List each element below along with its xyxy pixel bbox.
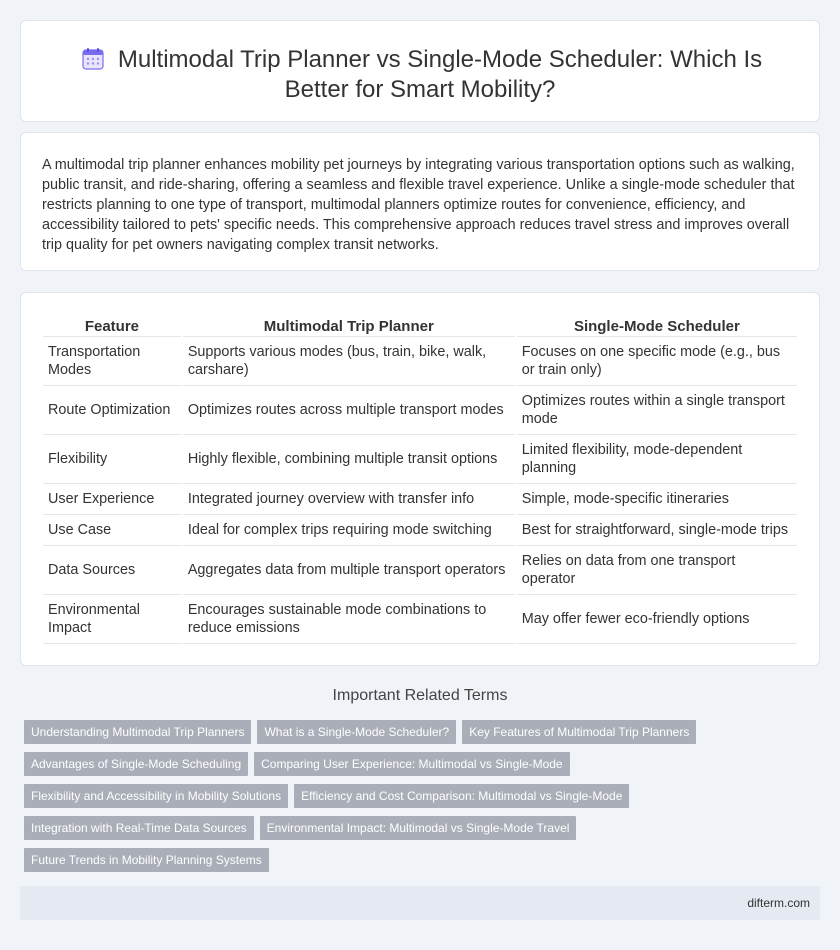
related-term-tag[interactable]: Efficiency and Cost Comparison: Multimodal vs Single-Mode	[294, 784, 629, 808]
cell-feature: Route Optimization	[43, 386, 181, 435]
cell-multimodal: Encourages sustainable mode combinations to reduce emissions	[183, 595, 515, 644]
cell-single-mode: Simple, mode-specific itineraries	[517, 484, 797, 515]
related-term-tag[interactable]: Future Trends in Mobility Planning Systems	[24, 848, 269, 872]
cell-single-mode: Focuses on one specific mode (e.g., bus or train only)	[517, 337, 797, 386]
related-terms-list	[24, 720, 804, 880]
footer-site-link[interactable]: difterm.com	[747, 896, 810, 910]
related-term-tag[interactable]: Understanding Multimodal Trip Planners	[24, 720, 251, 744]
cell-single-mode: Optimizes routes within a single transport mode	[517, 386, 797, 435]
related-term-tag[interactable]: What is a Single-Mode Scheduler?	[257, 720, 456, 744]
cell-single-mode: Best for straightforward, single-mode trips	[517, 515, 797, 546]
table-row	[43, 484, 797, 515]
cell-multimodal: Optimizes routes across multiple transport modes	[183, 386, 515, 435]
page-title	[21, 45, 819, 105]
title-card	[20, 20, 820, 122]
comparison-table	[41, 315, 799, 644]
comparison-card	[20, 292, 820, 666]
cell-feature: User Experience	[43, 484, 181, 515]
header-single-mode: Single-Mode Scheduler	[517, 315, 797, 337]
table-row	[43, 515, 797, 546]
page-title-line-2: Better for Smart Mobility?	[284, 76, 556, 103]
related-term-tag[interactable]: Advantages of Single-Mode Scheduling	[24, 752, 248, 776]
cell-multimodal: Highly flexible, combining multiple transit options	[183, 435, 515, 484]
table-header-row	[43, 315, 797, 337]
table-row	[43, 435, 797, 484]
table-row	[43, 546, 797, 595]
cell-feature: Transportation Modes	[43, 337, 181, 386]
header-feature: Feature	[43, 315, 181, 337]
cell-feature: Data Sources	[43, 546, 181, 595]
related-terms-title: Important Related Terms	[332, 687, 508, 704]
intro-card	[20, 132, 820, 271]
cell-single-mode: Relies on data from one transport operator	[517, 546, 797, 595]
table-row	[43, 337, 797, 386]
cell-feature: Flexibility	[43, 435, 181, 484]
cell-single-mode: Limited flexibility, mode-dependent planning	[517, 435, 797, 484]
cell-multimodal: Integrated journey overview with transfer info	[183, 484, 515, 515]
related-term-tag[interactable]: Comparing User Experience: Multimodal vs Single-Mode	[254, 752, 569, 776]
cell-single-mode: May offer fewer eco-friendly options	[517, 595, 797, 644]
intro-paragraph: A multimodal trip planner enhances mobility pet journeys by integrating various transportation options such as walking, public transit, and ride-sharing, offering a seamless and flexible travel experience. Unlike a single-mode scheduler that restricts planning to one type of transport, multimodal planners optimize routes for convenience, efficiency, and accessibility tailored to pets' specific needs. This comprehensive approach reduces travel stress and improves overall trip quality for pet owners navigating complex transit networks.	[42, 157, 795, 253]
related-term-tag[interactable]: Environmental Impact: Multimodal vs Single-Mode Travel	[260, 816, 577, 840]
page-title-line-1: Multimodal Trip Planner vs Single-Mode Scheduler: Which Is	[117, 46, 763, 73]
table-row	[43, 595, 797, 644]
related-term-tag[interactable]: Flexibility and Accessibility in Mobility Solutions	[24, 784, 288, 808]
table-row	[43, 386, 797, 435]
cell-feature: Environmental Impact	[43, 595, 181, 644]
cell-feature: Use Case	[43, 515, 181, 546]
cell-multimodal: Aggregates data from multiple transport operators	[183, 546, 515, 595]
related-term-tag[interactable]: Integration with Real-Time Data Sources	[24, 816, 254, 840]
related-term-tag[interactable]: Key Features of Multimodal Trip Planners	[462, 720, 696, 744]
header-multimodal: Multimodal Trip Planner	[183, 315, 515, 337]
cell-multimodal: Supports various modes (bus, train, bike, walk, carshare)	[183, 337, 515, 386]
cell-multimodal: Ideal for complex trips requiring mode switching	[183, 515, 515, 546]
footer	[20, 886, 820, 920]
